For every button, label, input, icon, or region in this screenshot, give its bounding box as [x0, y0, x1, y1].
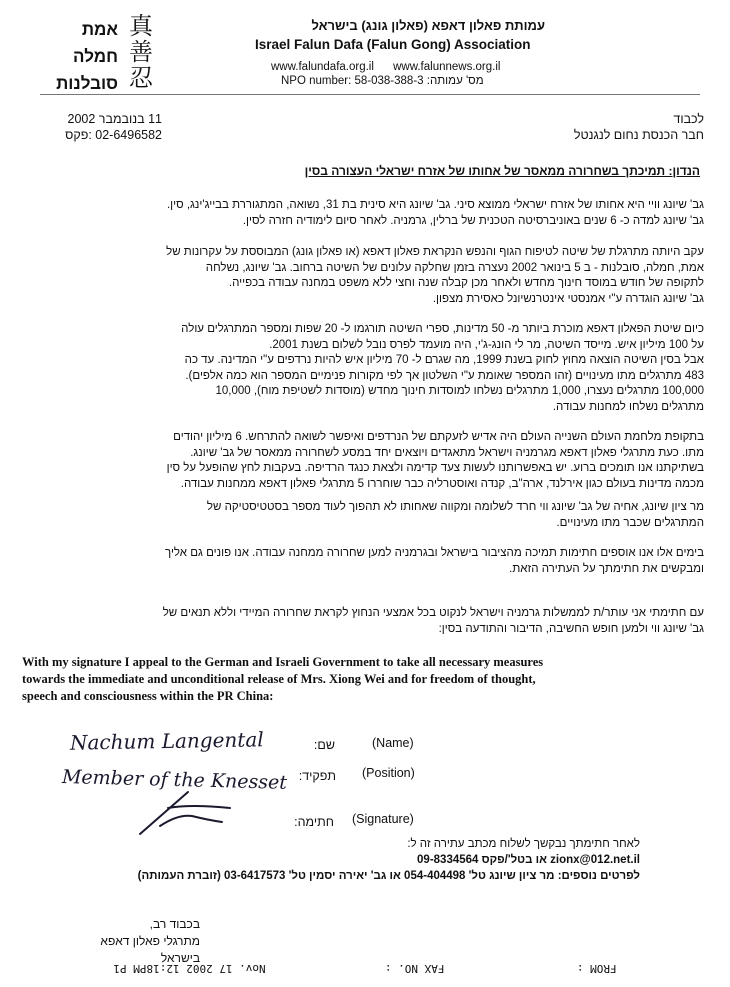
- paragraph-2: [20, 245, 704, 307]
- closing-regards: בכבוד רב,: [149, 917, 200, 931]
- paragraph-6: [20, 546, 704, 577]
- letterhead-values: [58, 18, 118, 96]
- footer-details-line: לפרטים נוספים: מר ציון שיונג טל' 054-404498 או גב' יאירה יסמין טל' 03-6417573 (זוברת העמותה): [137, 870, 640, 882]
- recipient-salutation: לכבוד: [673, 112, 704, 126]
- english-line: With my signature I appeal to the German and Israeli Government to take all necessary measures: [22, 655, 544, 669]
- paragraph-3: [20, 322, 704, 415]
- position-handwritten: Member of the Knesset: [61, 766, 288, 794]
- english-line: towards the immediate and unconditional release of Mrs. Xiong Wei and for freedom of thought,: [22, 672, 536, 686]
- letter-subject: הנדון: תמיכתך בשחרורה ממאסר של אחותו של אזרח ישראלי העצורה בסין: [304, 164, 700, 178]
- name-label-english: (Name): [372, 736, 414, 750]
- letter-date-block: [52, 112, 162, 142]
- recipient-name: חבר הכנסת נחום לנגנטל: [573, 128, 704, 142]
- chinese-char-ren: 忍: [129, 66, 153, 92]
- english-petition: [22, 654, 712, 705]
- closing-signoff: מתרגלי פאלון דאפא בישראל: [100, 934, 200, 965]
- paragraph-line: 100,000 מתרגלים נעצרו, 1,000 מתרגלים נשלחו למוסדות חינוך מחדש (מוסדות לשטיפת מוח), 10,000: [215, 385, 704, 397]
- signature-stroke: [140, 792, 230, 834]
- name-handwritten: Nachum Langental: [69, 727, 264, 755]
- letter-fax: 02-6496582 :פקס: [65, 128, 162, 142]
- signature-label-hebrew: חתימה:: [294, 815, 334, 829]
- paragraph-line: המתרגלים שכבר מתו מעינויים.: [556, 516, 704, 529]
- org-name-hebrew: עמותת פאלון דאפא (פאלון גונג) בישראל: [311, 18, 545, 33]
- value-compassion: חמלה: [73, 47, 118, 66]
- signature-label-english: (Signature): [352, 812, 414, 826]
- paragraph-line: עקב היותה מתרגלת של שיטה לטיפוח הגוף והנפש הנקראת פאלון דאפא (או פאלון גונג) המבוססת על עקרונות של: [166, 246, 704, 258]
- paragraph-line: 483 מתרגלים מתו מעינויים (זהו המספר שאומת ע"י השלטון אך לפי מקורות פנימיים המספר הוא כמה אלפים).: [185, 369, 704, 382]
- org-npo-number: NPO number: 58-038-388-3 :מס' עמותה: [281, 75, 484, 87]
- chinese-char-shan: 善: [129, 40, 153, 66]
- paragraph-7: [20, 606, 704, 637]
- letterhead-org: [255, 18, 545, 87]
- paragraph-line: בתקופת מלחמת העולם השנייה העולם היה אדיש לזעקתם של הנרדפים ואיפשר לשואה להתרחש. 6 מיליון יהודים: [173, 431, 704, 443]
- paragraph-line: אמת, חמלה, סובלנות - ב 5 בינואר 2002 נעצרה בזמן שחלקה עלונים של השיטה ברחוב. גב' שיונג, נשלחה: [205, 261, 704, 274]
- org-name-english: Israel Falun Dafa (Falun Gong) Association: [255, 37, 531, 52]
- paragraph-line: ומבקשים את חתימתך על העתירה הזאת.: [509, 562, 704, 575]
- paragraph-line: אבל בסין השיטה הוצאה מחוץ לחוק בשנת 1999, מה שגרם ל- 70 מיליון איש להיות נרדפים ע"י המדינה. עד כה: [184, 354, 704, 366]
- footer-instructions: [120, 836, 640, 884]
- chinese-characters: [126, 14, 156, 92]
- paragraph-line: מר ציון שיונג, אחיה של גב' שיונג ווי חרד לשלומה ומקווה שאחותו לא תהפוך לעוד מספר בסטטיסטיקה של: [206, 501, 704, 513]
- paragraph-line: עם חתימתי אני עותר/ת לממשלות גרמניה וישראל לנקוט בכל אמצעי הנחוץ לקראת שחרורה המיידי וללא תנאים של: [162, 607, 704, 619]
- position-label-hebrew: תפקיד:: [298, 769, 336, 783]
- paragraph-line: גב' שיונג למדה כ- 6 שנים באוניברסיטה הטכנית של ברלין, גרמניה. לאחר סיום לימודיה חזרה לסין.: [242, 214, 704, 227]
- paragraph-line: גב' שיונג הוגדרה ע"י אמנסטי אינטרנשיונל כאסירת מצפון.: [432, 292, 704, 305]
- position-label-english: (Position): [362, 766, 415, 780]
- org-websites: www.falundafa.org.il www.falunnews.org.il: [271, 61, 501, 73]
- recipient-block: [470, 112, 704, 142]
- footer-contact-line: zionx@012.net.il או בטל'/פקס 09-8334564: [417, 854, 640, 866]
- paragraph-5: [20, 500, 704, 531]
- paragraph-line: על 100 מיליון איש. מייסד השיטה, מר לי הונג-ג'י, היה מועמד לפרס נובל לשלום בשנת 2001.: [269, 338, 704, 351]
- paragraph-1: [20, 198, 704, 229]
- paragraph-line: גב' שיונג ווי ולמען חופש החשיבה, הדיבור והתודעה בסין:: [438, 622, 704, 635]
- letter-date: 11 בנובמבר 2002: [67, 112, 162, 126]
- paragraph-line: לתקופה של חודש במוסד חינוך מחדש ולאחר מכן קבלה שנה וחצי ללא משפט במחנה עבודה בכפייה.: [228, 277, 704, 289]
- paragraph-line: גב' שיונג וויי היא אחותו של אזרח ישראלי ממוצא סיני. גב' שיונג היא סינית בת 31, נשואה, המתגוררת בבייג'ינג, סין.: [166, 199, 704, 211]
- paragraph-line: מתרגלים נשלחו למחנות עבודה.: [552, 400, 704, 413]
- closing-block: [80, 916, 200, 967]
- paragraph-line: בשתיקתנו אנו תומכים ברוע. יש באפשרותנו לעשות צעד קדימה ולצאת כנגד הרדיפה. בעקבות לחץ שהופעל על סין: [166, 462, 704, 474]
- letterhead-divider: [40, 94, 700, 95]
- paragraph-line: כיום שיטת הפאלון דאפא מוכרת ביותר מ- 50 מדינות, ספרי השיטה תורגמו ל- 20 שפות ומספר המתרגלים עולה: [181, 323, 704, 335]
- chinese-char-zhen: 真: [129, 14, 153, 40]
- value-truth: אמת: [81, 20, 118, 39]
- paragraph-4: [20, 430, 704, 492]
- english-line: speech and consciousness within the PR China:: [22, 689, 274, 703]
- fax-header: FROM : FAX NO. : Nov. 17 2002 12:18PM P1: [113, 962, 617, 975]
- footer-send-line: לאחר חתימתך נבקשך לשלוח מכתב עתירה זה ל:: [407, 838, 640, 850]
- paragraph-line: מתו. כעת מתרגלי פאלון דאפא מגרמניה וישראל מתאגדים ויוצאים יחד במסע לשחרורה ממאסר של גב' שיונג.: [190, 446, 704, 459]
- name-label-hebrew: שם:: [313, 738, 335, 752]
- paragraph-line: בימים אלו אנו אוספים חתימות תמיכה מהציבור בישראל ובגרמניה למען שחרורה ממחנה עבודה. אנו פונים גם אליך: [165, 547, 704, 559]
- handwritten-signature: [130, 786, 240, 842]
- value-tolerance: סובלנות: [56, 74, 118, 93]
- paragraph-line: מכמה מדינות בעולם כגון אירלנד, ארה"ב, קנדה ואוסטרליה כבר שוחררו 5 מתרגלי פאלון דאפא ממחנות עבודה.: [180, 477, 704, 490]
